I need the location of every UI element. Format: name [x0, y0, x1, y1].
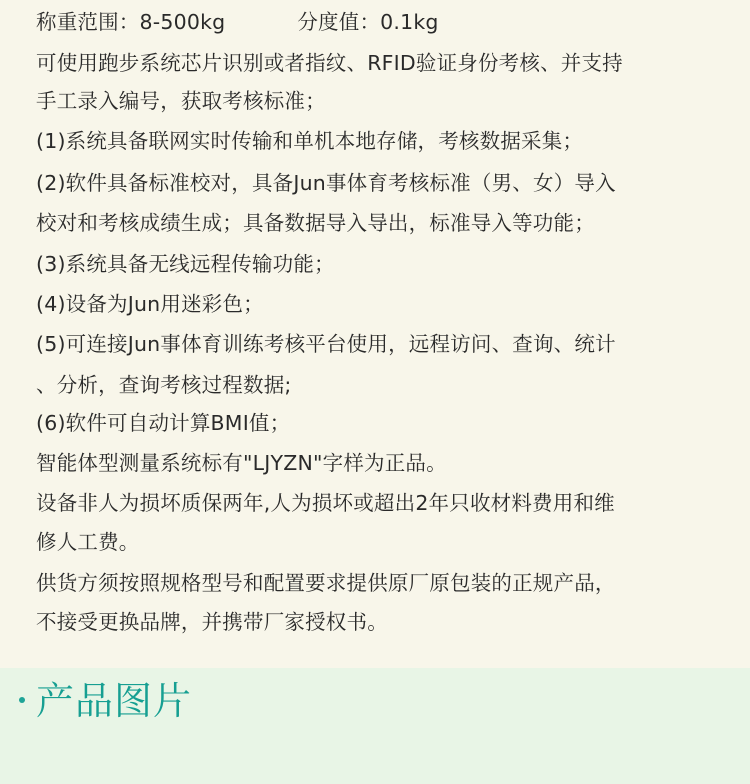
- spec-line-14: 供货方须按照规格型号和配置要求提供原厂原包装的正规产品，: [36, 571, 616, 595]
- spec-line-15: 不接受更换品牌，并携带厂家授权书。: [36, 610, 388, 634]
- spec-line-6: (3)系统具备无线远程传输功能；: [36, 252, 335, 276]
- division-value: 分度值：0.1kg: [297, 10, 439, 34]
- spec-line-10: (6)软件可自动计算BMI值；: [36, 411, 291, 435]
- spec-line-8: (5)可连接Jun事体育训练考核平台使用，远程访问、查询、统计: [36, 332, 616, 356]
- weighing-range: 称重范围：8-500kg: [36, 10, 226, 34]
- section-bullet-icon: [19, 697, 25, 703]
- spec-line-11: 智能体型测量系统标有"LJYZN"字样为正品。: [36, 451, 447, 475]
- spec-line-7: (4)设备为Jun用迷彩色；: [36, 292, 264, 316]
- spec-line-1: 可使用跑步系统芯片识别或者指纹、RFID验证身份考核、并支持: [36, 51, 623, 75]
- spec-line-2: 手工录入编号，获取考核标准；: [36, 89, 326, 113]
- spec-line-13: 修人工费。: [36, 530, 140, 554]
- spec-line-3: (1)系统具备联网实时传输和单机本地存储，考核数据采集；: [36, 129, 584, 153]
- weighing-spec-line: [36, 9, 439, 35]
- spec-line-12: 设备非人为损坏质保两年,人为损坏或超出2年只收材料费用和维: [36, 491, 615, 515]
- spec-line-5: 校对和考核成绩生成；具备数据导入导出，标准导入等功能；: [36, 211, 595, 235]
- section-title: 产品图片: [36, 679, 193, 723]
- spec-line-9: 、分析，查询考核过程数据;: [36, 373, 292, 397]
- spec-line-4: (2)软件具备标准校对，具备Jun事体育考核标准（男、女）导入: [36, 171, 616, 195]
